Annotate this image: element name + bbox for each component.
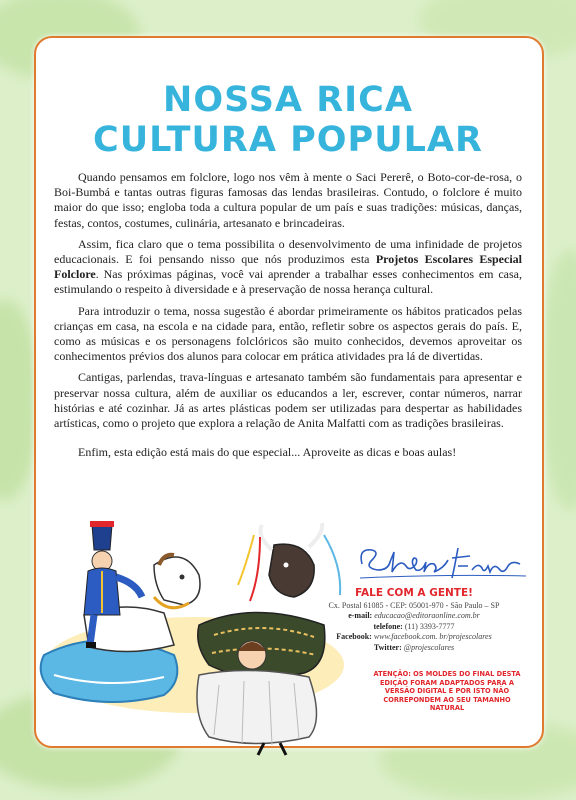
closing-line: Enfim, esta edição está mais do que especial... Aproveite as dicas e boas aulas! [78,445,457,460]
paragraph-3: Para introduzir o tema, nossa sugestão é abordar primeiramente os hábitos praticados pelas crianças em casa, na escola e na cidade para, então, refletir sobre os aspectos gerais do país. E, como as músicas e os personagens folclóricos são muito conhecidos, devemos aproveitar os conhecimentos prévios dos alunos para colocar em prática atividades pra lá de divertidas. [54,303,522,364]
twitter-handle[interactable]: @projescolares [403,642,455,652]
folklore-illustration [24,505,354,760]
phone-line [310,622,518,633]
email-label: e-mail: [348,611,373,620]
phone-label: telefone: [373,621,403,631]
page-title [0,80,576,160]
paragraph-4: Cantigas, parlendas, trava-línguas e artesanato também são fundamentais para apresentar e preservar nossa cultura, além de auxiliar os educandos a ler, escrever, contar números, narrar histórias e até cozinhar. Já as artes plásticas podem ser utilizadas para despertar as habilidades artísticas, como o projeto que explora a relação de Anita Malfatti com as tradições brasileiras. [54,370,522,431]
title-line-2: CULTURA POPULAR [93,120,483,160]
facebook-line [310,632,518,643]
magazine-name: Projetos Escolares Especial Folclore [54,252,523,282]
postal-address: Cx. Postal 61085 - CEP: 05001-970 - São Paulo – SP [328,600,500,610]
paragraph-1: Quando pensamos em folclore, logo nos vêm à mente o Saci Pererê, o Boto-cor-de-rosa, o Boi-Bumbá e tantas outras figuras famosas das lendas brasileiras. Contudo, o folclore é muito maior do que isso; engloba toda a cultura popular de um país e suas tradições: músicas, danças, festas, contos, costumes, culinária, artesanato e brincadeiras. [54,170,522,230]
title-line-1: NOSSA RICA [163,80,413,120]
digital-edition-notice: ATENÇÃO: OS MOLDES DO FINAL DESTA EDIÇÃO FORAM ADAPTADOS PARA A VERSÃO DIGITAL E POR ISTO NÃO CORREPONDEM AO SEU TAMANHO NATURAL [373,670,521,713]
contact-heading: FALE COM A GENTE! [355,587,473,599]
paragraph-2-text-before: Assim, fica claro que o tema possibilita o desenvolvimento de uma infinidade de projetos educacionais. E foi pensando nisso que nós produzimos esta [54,236,522,267]
paragraph-2 [54,237,522,298]
editorial-body [54,170,522,466]
phone-number: (11) 3393-7777 [404,621,455,631]
paragraph-2-text-after: . Nas próximas páginas, você vai aprender a trabalhar esses conhecimentos em casa, estimulando o respeito à diversidade e à preservação de nossa herança cultural. [54,267,522,297]
email-line [310,611,518,622]
editor-signature [354,540,534,584]
facebook-label: Facebook: [336,632,372,641]
twitter-line [310,643,518,654]
contact-block [310,588,518,653]
facebook-link[interactable]: www.facebook.com. br/projescolares [373,632,492,641]
email-link[interactable]: educacao@editoraonline.com.br [374,611,480,620]
twitter-label: Twitter: [373,642,402,652]
